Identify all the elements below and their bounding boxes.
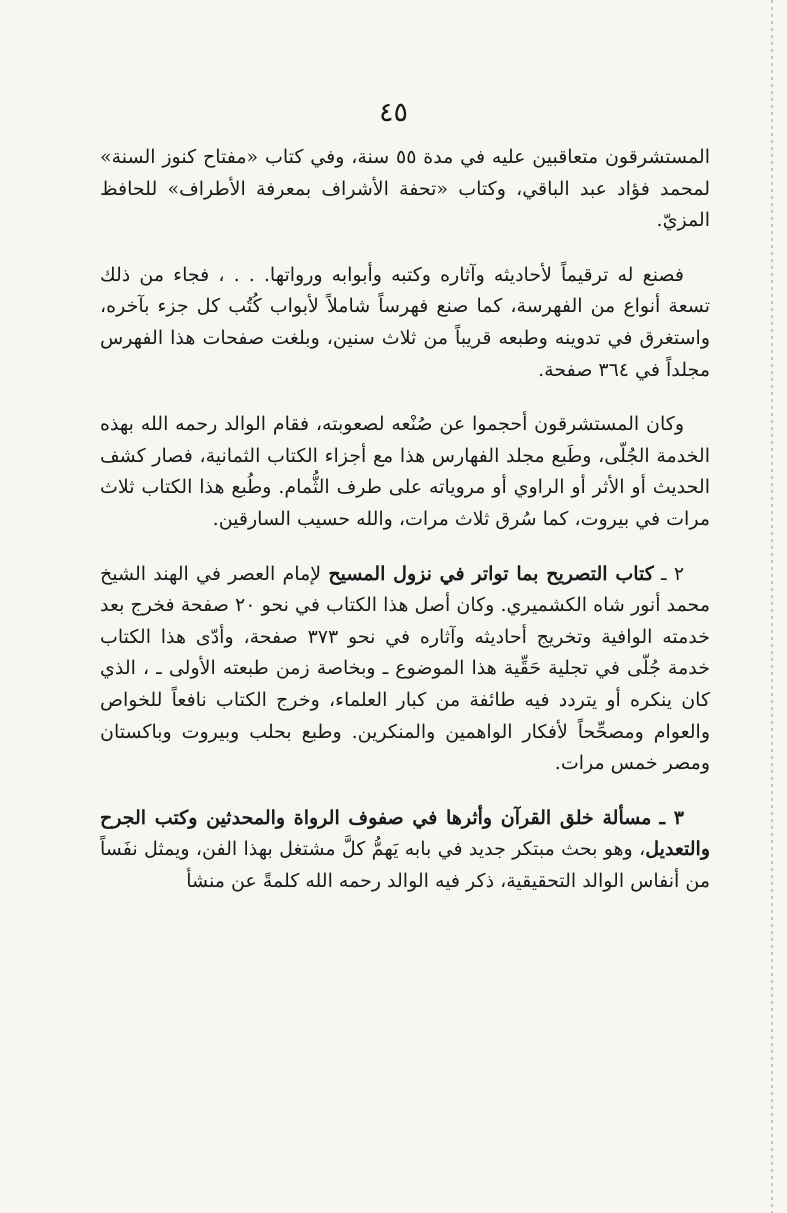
paragraph-5-text: ، وهو بحث مبتكر جديد في بابه يَهمُّ كلَّ مشتغل بهذا الفن، ويمثل نفَساً من أنفاس الوالد التحقيقية، ذكر فيه الوالد رحمه الله كلمةً عن منشأ — [100, 838, 710, 892]
page-body-text — [100, 142, 710, 920]
page-number: ٤٥ — [378, 97, 408, 128]
book-title-tasrih: كتاب التصريح بما تواتر في نزول المسيح — [328, 562, 654, 585]
paragraph-4 — [100, 559, 710, 780]
book-title-khalq-quran: مسألة خلق القرآن وأثرها في صفوف الرواة والمحدثين وكتب الجرح والتعديل — [100, 806, 710, 861]
paragraph-4-text: لإمام العصر في الهند الشيخ محمد أنور شاه الكشميري. وكان أصل هذا الكتاب في نحو ٢٠ صفحة فخرج بعد خدمته الوافية وتخريج أحاديثه وآثاره في نحو ٣٧٣ صفحة، وأدّى هذا الكتاب خدمة جُلّى في تجلية حَقِّية هذا الموضوع ـ وبخاصة زمن طبعته الأولى ـ ، الذي كان ينكره أو يتردد فيه طائفة من كبار العلماء، وخرج الكتاب نافعاً للخواص والعوام ومصحِّحاً لأفكار الواهمين والمنكرين. وطبع بحلب وبيروت وباكستان ومصر خمس مرات. — [100, 562, 711, 775]
page-edge-decoration — [771, 0, 773, 1213]
paragraph-1: المستشرقون متعاقبين عليه في مدة ٥٥ سنة، وفي كتاب «مفتاح كنوز السنة» لمحمد فؤاد عبد الباقي، وكتاب «تحفة الأشراف بمعرفة الأطراف» للحافظ المزيّ. — [100, 146, 711, 232]
item-number-3: ٣ ـ — [659, 806, 684, 829]
item-number-2: ٢ ـ — [661, 562, 685, 585]
paragraph-3: وكان المستشرقون أحجموا عن صُنْعه لصعوبته، فقام الوالد رحمه الله بهذه الخدمة الجُلّى، وطَبع مجلد الفهارس هذا مع أجزاء الكتاب الثمانية، فصار كشف الحديث أو الأثر أو الراوي أو مروياته على طرف الثُّمام. وطُبع هذا الكتاب ثلاث مرات في بيروت، كما سُرق ثلاث مرات، والله حسيب السارقين. — [100, 413, 710, 530]
paragraph-5 — [100, 803, 710, 898]
paragraph-2: فصنع له ترقيماً لأحاديثه وآثاره وكتبه وأبوابه ورواتها. . . ، فجاء من ذلك تسعة أنواع من الفهرسة، كما صنع فهرساً شاملاً لأبواب كُتُب كل جزء بآخره، واستغرق في تدوينه وطبعه قريباً من ثلاث سنين، وبلغت صفحات هذا الفهرس مجلداً في ٣٦٤ صفحة. — [100, 263, 710, 381]
